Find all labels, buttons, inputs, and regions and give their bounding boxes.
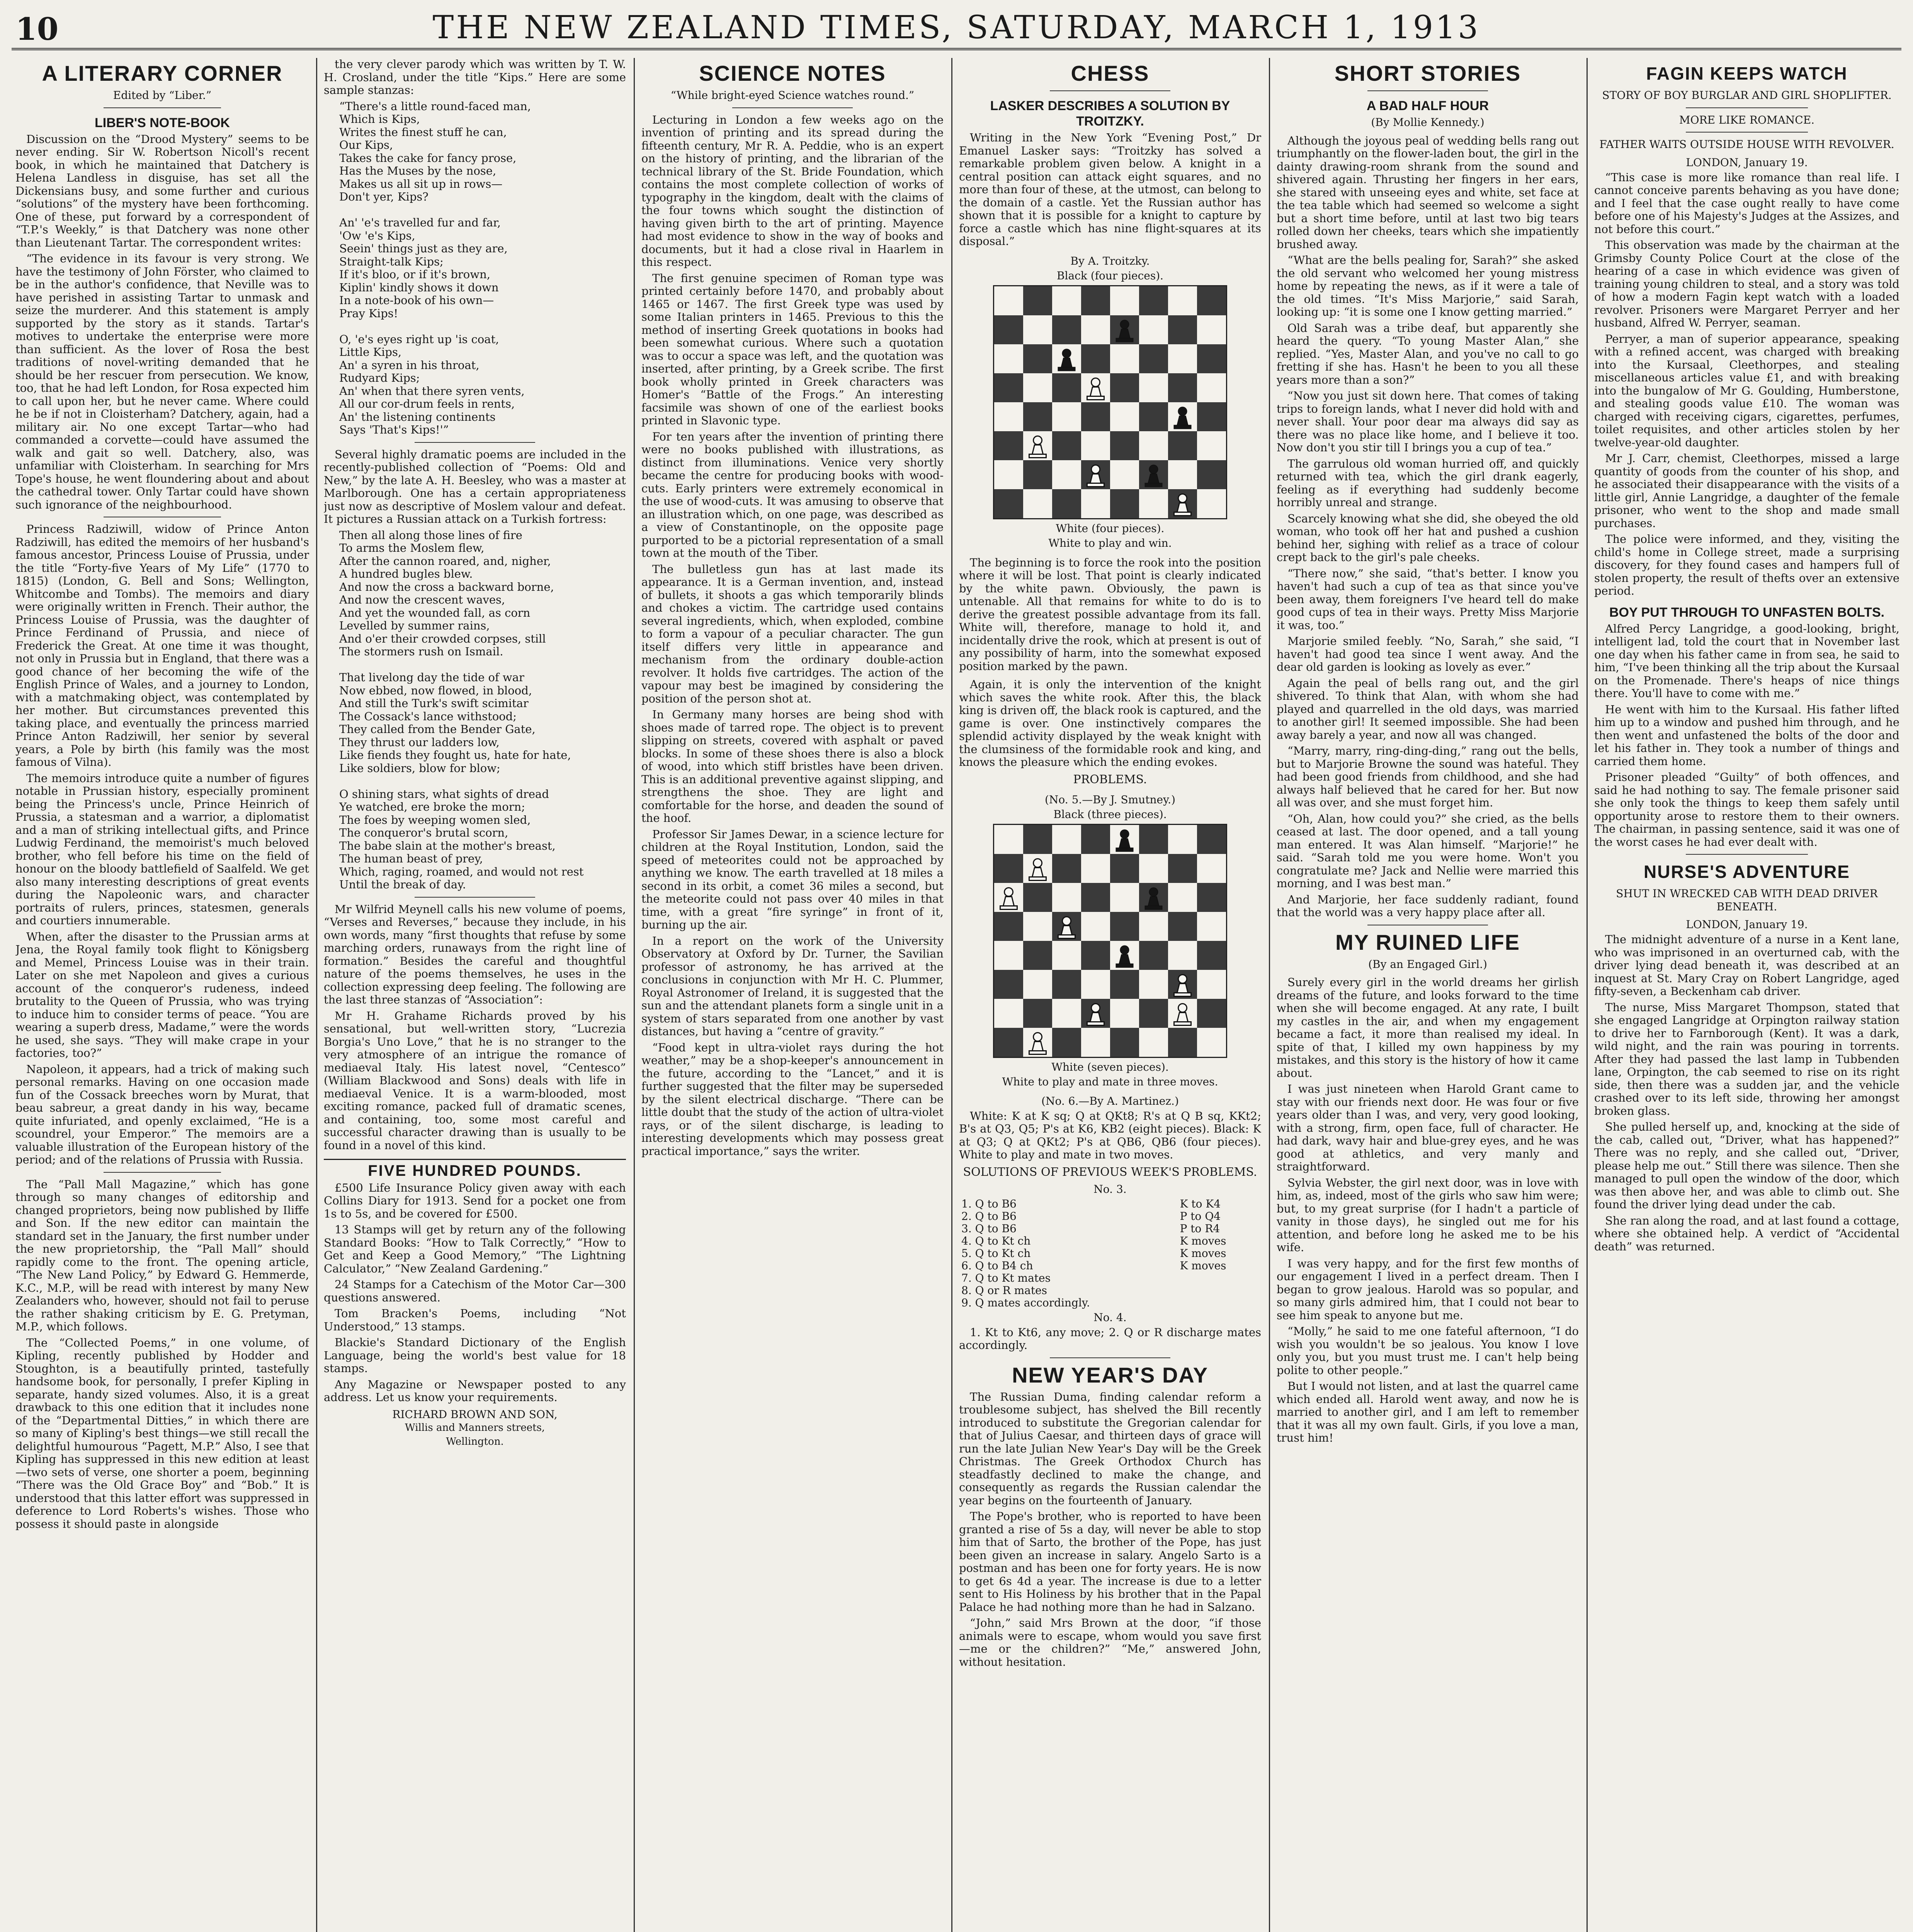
board-square [1197, 1028, 1226, 1057]
paragraph: Mr J. Carr, chemist, Cleethorpes, missed a large quantity of goods from the counter of his shop, and he associated their disappearance with the visits of a little girl, Annie Langridge, a daughter of the female prisoner, who went to the shop and made small purchases. [1594, 452, 1899, 530]
move-row [959, 1247, 1261, 1260]
board-square [1139, 402, 1168, 431]
board-square [1052, 286, 1081, 315]
advert-paragraph: Blackie's Standard Dictionary of the English Language, being the world's best value for 18 stamps. [324, 1336, 626, 1375]
paragraph: Marjorie smiled feebly. “No, Sarah,” she said, “I haven't had good tea since I went away. And the dear old garden is looking as lovely as ever.” [1277, 634, 1579, 673]
board-square [1081, 1028, 1110, 1057]
board-square [1197, 941, 1226, 970]
chess-board [993, 824, 1227, 1058]
board-square [1023, 460, 1052, 489]
column-rule [1587, 58, 1588, 1932]
board-square [1168, 941, 1197, 970]
paragraph: Again the peal of bells rang out, and the girl shivered. To think that Alan, with whom she had played and quarrelled in the old days, was married to another girl! It seemed impossible. She had been away barely a year, and now all was changed. [1277, 676, 1579, 742]
board-square [1139, 431, 1168, 460]
column-science-notes [641, 58, 944, 1932]
white-move: 9. Q mates accordingly. [961, 1296, 1090, 1309]
board-square [1110, 1028, 1139, 1057]
paragraph: The Pope's brother, who is reported to have been granted a rise of 5s a day, will never be able to stop him that of Sarto, the brother of the Pope, has just been given an increase in salary. Angelo Sarto is a postman and has been one for forty years. He is now to get 6s 4d a year. The increase is due to a letter sent to His Holiness by his brother that in the Papal Palace he had nothing more than he had in Salzano. [959, 1510, 1261, 1614]
divider [1686, 132, 1808, 133]
white-move: 2. Q to B6 [961, 1209, 1017, 1223]
paragraph: The Russian Duma, finding calendar reform a troublesome subject, has shelved the Bill recently introduced to substitute the Gregorian calendar for that of Julius Caesar, and thirteen days of grace will run the late Julian New Year's Day will be the Greek Christmas. The Greek Orthodox Church has steadfastly declined to make the change, and consequently as regards the Russian calendar the year begins on the fourteenth of January. [959, 1390, 1261, 1507]
board-square [1139, 854, 1168, 883]
board-square [1081, 941, 1110, 970]
board-square [1110, 460, 1139, 489]
white-move: 8. Q or R mates [961, 1284, 1047, 1297]
move-row [959, 1260, 1261, 1272]
byline: Edited by “Liber.” [113, 89, 212, 102]
section-title: A LITERARY CORNER [42, 61, 283, 85]
board-square [994, 489, 1023, 518]
board-square [1052, 402, 1081, 431]
board-square [1081, 315, 1110, 344]
black-move: K moves [1180, 1234, 1226, 1247]
board-square [994, 373, 1023, 402]
board-square [1168, 286, 1197, 315]
board-square [1139, 912, 1168, 941]
board-square [994, 431, 1023, 460]
paragraph: “Now you just sit down here. That comes of taking trips to foreign lands, what I never did hold with and never shall. Your poor dear ma always did say as there was no place like home, and I believe it too. Now don't you stir till I brings you a cup of tea.” [1277, 389, 1579, 454]
board-square [1052, 999, 1081, 1028]
divider [104, 107, 221, 108]
page-number: 10 [15, 11, 59, 47]
article-subtitle: SHUT IN WRECKED CAB WITH DEAD DRIVER BENEATH. [1616, 887, 1878, 913]
board-square [1139, 970, 1168, 999]
chess-problem-1 [959, 255, 1261, 549]
board-square [1168, 912, 1197, 941]
story-byline: (By Mollie Kennedy.) [1371, 116, 1484, 129]
board-square [1052, 431, 1081, 460]
paragraph: Again, it is only the intervention of the knight which saves the white rook. After this, the black king is driven off, the black rook is captured, and the game is over. One instinctively compares the splendid activity displayed by the weak knight with the clumsiness of the formidable rook and king, and knows the pleasure which the ending evokes. [959, 678, 1261, 769]
board-square [1168, 825, 1197, 854]
paragraph: And Marjorie, her face suddenly radiant, found that the world was a very happy place after all. [1277, 893, 1579, 919]
board-square [1110, 373, 1139, 402]
paragraph: “The evidence in its favour is very strong. We have the testimony of John Förster, who claimed to be in the author's confidence, that Neville was to have perished in assisting Tartar to unmask and seize the murderer. And this statement is amply supported by the story as it stands. Tartar's motives to undertake the enterprise were more than sufficient. As the lover of Rosa the best traditions of novel-writing demanded that he should be her rescuer from persecution. We know, too, that he had left London, for Rosa expected him to call upon her, but he never came. Where could he be if not in Cloisterham? Datchery, again, had a military air. No one except Tartar—who had commanded a corvette—could have assumed the walk and gait so well. Datchery, also, was unfamiliar with Cloisterham. In searching for Mrs Tope's house, he went floundering about and about the cathedral tower. Only Tartar could have shown such ignorance of the neighbourhood. [15, 252, 309, 511]
board-square [1023, 489, 1052, 518]
paragraph: Mr Wilfrid Meynell calls his new volume of poems, “Verses and Reverses,” because they include, in his own words, many “first thoughts that refuse by some marching orders, runaways from the right line of formation.” Besides the careful and thoughtful nature of the poems themselves, he uses in the collection expressing deep feeling. The following are the last three stanzas of “Association”: [324, 902, 626, 1006]
black-move: K moves [1180, 1259, 1226, 1272]
board-square [1139, 315, 1168, 344]
paragraph: Perryer, a man of superior appearance, speaking with a refined accent, was charged with breaking into the Kursaal, Cleethorpes, and stealing miscellaneous articles value £1, and with breaking into the bungalow of Mr G. Goulding, Humberstone, and stealing goods value £10. The woman was charged with receiving cigars, cigarettes, perfumes, toilet requisites, and other articles stolen by her twelve-year-old daughter. [1594, 332, 1899, 449]
white-move: 6. Q to B4 ch [961, 1259, 1033, 1272]
board-square [1052, 883, 1081, 912]
board-square [1168, 1028, 1197, 1057]
advert-address: Willis and Manners streets, [405, 1422, 545, 1434]
board-square [1052, 489, 1081, 518]
board-square [1168, 854, 1197, 883]
board-square [1197, 854, 1226, 883]
board-square [994, 286, 1023, 315]
board-square [1023, 344, 1052, 373]
paragraph: Several highly dramatic poems are included in the recently-published collection of “Poems: Old and New,” by the late A. H. Beesley, who was a master at Marlborough. One has a certain appropriateness just now as descriptive of Moslem valour and defeat. It pictures a Russian attack on a Turkish fortress: [324, 447, 626, 526]
masthead [12, 5, 1901, 50]
board-square [1197, 999, 1226, 1028]
poem-kips: “There's a little round-faced man, Which is Kips, Writes the finest stuff he can, Our Kips, Takes the cake for fancy prose, Has the Muses by the nose, Makes us all sit up in rows— Don't yer, Kips? An' 'e's travelled fur and far, 'Ow 'e's Kips, Seein' things just as they are, Straight-talk Kips; If it's bloo, or if it's brown, Kiplin' kindly shows it down In a note-book of his own— Pray Kips! O, 'e's eyes right up 'is coat, Little Kips, An' a syren in his throat, Rudyard Kips; An' when that there syren vents, All our cor-drum feels in rents, An' the listening continents Says 'That's Kips!'” [339, 99, 531, 436]
subsection-title: LIBER'S NOTE-BOOK [95, 115, 230, 130]
paragraph: Discussion on the “Drood Mystery” seems to be never ending. Sir W. Robertson Nicoll's recent book, in which he maintained that Datchery is Helena Landless in disguise, has set all the Dickensians busy, and some further and curious “solutions” of the mystery have been forthcoming. One of these, put forward by a correspondent of “T.P.'s Weekly,” is that Datchery was none other than Lieutenant Tartar. The correspondent writes: [15, 132, 309, 249]
paragraph: Sylvia Webster, the girl next door, was in love with him, as, indeed, most of the girls who saw him were; but, to my great surprise (for I hadn't a particle of vanity in those days), he singled out me for his attention, and before long he asked me to be his wife. [1277, 1176, 1579, 1254]
board-square [1168, 373, 1197, 402]
board-square [1139, 489, 1168, 518]
board-square [1197, 912, 1226, 941]
board-square [1197, 402, 1226, 431]
board-square [1197, 431, 1226, 460]
advert-paragraph: Any Magazine or Newspaper posted to any address. Let us know your requirements. [324, 1378, 626, 1404]
board-square [994, 460, 1023, 489]
board-square [1197, 883, 1226, 912]
move-row [959, 1284, 1261, 1297]
board-square [1197, 460, 1226, 489]
board-square [994, 1028, 1023, 1057]
paragraph: The midnight adventure of a nurse in a Kent lane, who was imprisoned in an overturned cab, with the driver lying dead beneath it, was described at an inquest at St. Mary Cray on Robert Langridge, aged fifty-seven, a Beckenham cab driver. [1594, 933, 1899, 998]
section-title: CHESS [1071, 61, 1150, 85]
board-square [1023, 999, 1052, 1028]
black-pieces-caption: Black (four pieces). [1056, 269, 1164, 282]
solution-number: No. 3. [1093, 1182, 1127, 1196]
divider [104, 1172, 221, 1173]
advert-paragraph: Tom Bracken's Poems, including “Not Understood,” 13 stamps. [324, 1307, 626, 1333]
board-square [1081, 854, 1110, 883]
paragraph: “Marry, marry, ring-ding-ding,” rang out the bells, but to Marjorie Browne the sound was hateful. They had been good friends from childhood, and she had always half believed that he cared for her. But now all was over, and she must forget him. [1277, 744, 1579, 809]
divider [1367, 90, 1488, 91]
board-square [1168, 344, 1197, 373]
paragraph: But I would not listen, and at last the quarrel came which ended all. Harold went away, and now he is married to another girl, and I am left to remember that it was all my own fault. Girls, if you love a man, trust him! [1277, 1379, 1579, 1444]
board-square [994, 315, 1023, 344]
paragraph: I was just nineteen when Harold Grant came to stay with our friends next door. He was four or five years older than I was, and very, very good looking, with a strong, firm, open face, full of character. He had dark, wavy hair and blue-grey eyes, and he was good at athletics, and very manly and straightforward. [1277, 1082, 1579, 1173]
paragraph: The nurse, Miss Margaret Thompson, stated that she engaged Langridge at Orpington railway station to drive her to Farnborough (Kent). It was a dark, wild night, and the rain was pouring in torrents. After they had passed the last lamp in Tubbenden lane, Orpington, the cab seemed to rise on its right side, then there was a sudden jar, and the vehicle crashed over to its left side, throwing her amongst broken glass. [1594, 1000, 1899, 1117]
board-square [1110, 431, 1139, 460]
paragraph: When, after the disaster to the Prussian arms at Jena, the Royal family took flight to Königsberg and Memel, Princess Louise was in their train. Later on she met Napoleon and gives a curious account of the conqueror's rudeness, indeed brutality to the Queen of Prussia, who was trying to induce him to consider terms of peace. “You are wearing a superb dress, Madame,” were the words he used, she says. “They will make crape in your factories, too?” [15, 930, 309, 1060]
move-row [959, 1272, 1261, 1284]
article-subtitle: FATHER WAITS OUTSIDE HOUSE WITH REVOLVER. [1599, 138, 1894, 151]
divider [1050, 90, 1171, 91]
paragraph: The “Collected Poems,” in one volume, of Kipling, recently published by Hodder and Stoughton, is a beautifully printed, tastefully handsome book, for personally, I prefer Kipling in separate, handy sized volumes. Also, it is a great drawback to this one edition that it includes none of the “Departmental Ditties,” in which there are so many of Kipling's best things—we still recall the delightful humourous “Pagett, M.P.” Also, I see that Kipling has suppressed in this new edition at least—two sets of verse, one shorter a poem, beginning “There was the Old Grace Boy” and “Bob.” It is understood that this latter effort was suppressed in deference to Lord Roberts's wishes. Those who possess it should paste in alongside [15, 1336, 309, 1531]
paragraph: the very clever parody which was written by T. W. H. Crosland, under the title “Kips.” Here are some sample stanzas: [324, 58, 626, 97]
article-subtitle: STORY OF BOY BURGLAR AND GIRL SHOPLIFTER. [1602, 89, 1892, 102]
board-square [1110, 344, 1139, 373]
black-move: P to R4 [1180, 1222, 1220, 1235]
white-move: 3. Q to B6 [961, 1222, 1017, 1235]
board-square [1023, 286, 1052, 315]
paragraph: The garrulous old woman hurried off, and quickly returned with tea, which the girl drank eagerly, feeling as if everything had suddenly become horribly unreal and strange. [1277, 457, 1579, 509]
board-square [1168, 460, 1197, 489]
advert-city: Wellington. [446, 1435, 504, 1447]
board-square [1052, 854, 1081, 883]
board-square [1110, 854, 1139, 883]
board-square [1081, 431, 1110, 460]
board-square [1081, 344, 1110, 373]
board-square [1110, 489, 1139, 518]
advertisement [324, 1159, 626, 1448]
dateline: LONDON, January 19. [1686, 918, 1808, 931]
board-square [994, 825, 1023, 854]
column-rule [1269, 58, 1270, 1932]
divider [1686, 107, 1808, 108]
column-rule [316, 58, 317, 1932]
black-move [1178, 1297, 1261, 1309]
paragraph: “Food kept in ultra-violet rays during the hot weather,” may be a shop-keeper's announcement in the future, according to the “Lancet,” and it is further suggested that the filter may be superseded by the silent electrical discharge. “There can be little doubt that the study of the action of ultra-violet rays, or of the silent discharge, is leading to interesting developments which may possess great practical importance,” says the writer. [641, 1041, 944, 1158]
board-square [1197, 373, 1226, 402]
paragraph: Surely every girl in the world dreams her girlish dreams of the future, and looks forward to the time when she will become engaged. At any rate, I built my castles in the air, and when my engagement became a fact, it more than realised my ideal. In spite of that, I killed my own happiness by my mistakes, and this story is the history of how it came about. [1277, 976, 1579, 1080]
divider [415, 897, 536, 898]
advert-signature: RICHARD BROWN AND SON, [392, 1408, 558, 1421]
advert-paragraph: £500 Life Insurance Policy given away with each Collins Diary for 1913. Send for a pocket one from 1s to 5s, and be covered for £500. [324, 1181, 626, 1220]
board-square [994, 912, 1023, 941]
paragraph: Professor Sir James Dewar, in a science lecture for children at the Royal Institution, London, said the speed of meteorites could not be approached by anything we know. The earth travelled at 18 miles a second in its orbit, a comet 36 miles a second, but the meteorite could not pass over 40 miles in that time, with a great “fire syringe” in front of it, burning up the air. [641, 827, 944, 931]
board-square [1052, 460, 1081, 489]
paragraph: The bulletless gun has at last made its appearance. It is a German invention, and, instead of bullets, it shoots a gas which temporarily blinds and chokes a victim. The cartridge used contains several ingredients, which, when exploded, combine to form a vapour of a peculiar character. The gun itself differs very little in appearance and mechanism from the ordinary double-action revolver. It holds five cartridges. The action of the vapour may best be imagined by considering the position of the person shot at. [641, 562, 944, 705]
paragraph: Old Sarah was a tribe deaf, but apparently she heard the query. “To young Master Alan,” she replied. “Yes, Master Alan, and you've no call to go fretting if she has. Hasn't he been to you all these years more than a son?” [1277, 321, 1579, 386]
black-move: K to K4 [1180, 1197, 1221, 1210]
board-square [1110, 970, 1139, 999]
paragraph: “John,” said Mrs Brown at the door, “if those animals were to escape, whom would you save first—me or the children?” “Me,” answered John, without hesitation. [959, 1616, 1261, 1668]
board-square [994, 854, 1023, 883]
board-square [1052, 941, 1081, 970]
board-square [1197, 825, 1226, 854]
paragraph: “There now,” she said, “that's better. I know you haven't had such a cup of tea as that since you've been away, them foreigners I've heard tell do make good cups of tea in their ways. Pretty Miss Marjorie it was, too.” [1277, 566, 1579, 632]
board-square [1052, 1028, 1081, 1057]
column-news [1594, 58, 1899, 1932]
board-square [1081, 402, 1110, 431]
divider [1050, 1357, 1171, 1358]
article-title: FAGIN KEEPS WATCH [1646, 63, 1848, 83]
paragraph: In a report on the work of the University Observatory at Oxford by Dr. Turner, the Savilian professor of astronomy, he has arrived at the conclusions in conjunction with Mr H. C. Plummer, Royal Astronomer of Ireland, it is suggested that the sun and the attendant planets form a single unit in a system of stars separated from one another by vast distances, but having a “centre of gravity.” [641, 934, 944, 1038]
move-row [959, 1210, 1261, 1223]
problem-notation: White: K at K sq; Q at QKt8; R's at Q B sq, KKt2; B's at Q3, Q5; P's at K6, KB2 (eight pieces). Black: K at Q3; Q at QKt2; P's at QB6, QB6 (four pieces). White to play and mate in two moves. [959, 1109, 1261, 1161]
paragraph: Scarcely knowing what she did, she obeyed the old woman, who took off her hat and pushed a cushion behind her, sighing with relief as a trace of colour crept back to the girl's pale cheeks. [1277, 512, 1579, 564]
problem-author: (No. 6.—By A. Martinez.) [1041, 1094, 1179, 1107]
advert-paragraph: 24 Stamps for a Catechism of the Motor Car—300 questions answered. [324, 1278, 626, 1304]
section-title: NEW YEAR'S DAY [1012, 1362, 1209, 1387]
board-square [1023, 315, 1052, 344]
newspaper-title: THE NEW ZEALAND TIMES, SATURDAY, MARCH 1, 1913 [432, 9, 1481, 46]
divider [1686, 854, 1808, 855]
black-move [1178, 1284, 1261, 1297]
paragraph: Alfred Percy Langridge, a good-looking, bright, intelligent lad, told the court that in November last one day when his father came in from sea, he said to him, “I've been thinking all the trip about the Kursaal on the Promenade. There's heaps of nice things there. You'll have to come with me.” [1594, 622, 1899, 700]
problem-author: By A. Troitzky. [1070, 254, 1150, 267]
solution-list [959, 1198, 1261, 1309]
subsection-title: LASKER DESCRIBES A SOLUTION BY TROITZKY. [990, 99, 1230, 129]
paragraph: Napoleon, it appears, had a trick of making such personal remarks. Having on one occasion made fun of the Cossack breeches worn by Murat, that beau sabreur, a great dandy in his way, became quite infuriated, and openly exclaimed, “He is a scoundrel, your Emperor.” The memoirs are a valuable illustration of the European history of the period; and of the relations of Prussia with Russia. [15, 1062, 309, 1166]
paragraph: “What are the bells pealing for, Sarah?” she asked the old servant who welcomed her young mistress home by repeating the news, as if it were a tale of the old times. “It's Miss Marjorie,” said Sarah, looking up: “it is some one I know getting married.” [1277, 253, 1579, 318]
board-square [1052, 373, 1081, 402]
move-row [959, 1235, 1261, 1247]
white-pieces-caption: White (seven pieces). [1051, 1060, 1169, 1073]
white-pieces-caption: White (four pieces). [1056, 522, 1165, 535]
paragraph: For ten years after the invention of printing there were no books published with illustrations, as distinct from illuminations. Venice very shortly became the centre for producing books with wood-cuts. Early printers were extremely economical in the use of wood-cuts. It was amusing to observe that an illustration which, on one page, was described as a view of Constantinople, on the opposite page purported to be a pictorial representation of a small town at the mouth of the Tiber. [641, 430, 944, 560]
board-square [1139, 373, 1168, 402]
board-square [1081, 825, 1110, 854]
paragraph: Writing in the New York “Evening Post,” Dr Emanuel Lasker says: “Troitzky has solved a remarkable problem given below. A knight in a central position can attack eight squares, and no more than four of these, at the utmost, can belong to the domain of a castle. Yet the Russian author has shown that it is possible for a knight to capture by force a castle which has nine flight-squares at its disposal.” [959, 131, 1261, 248]
paragraph: Mr H. Grahame Richards proved by his sensational, but well-written story, “Lucrezia Borgia's Uno Love,” that he is no stranger to the very atmosphere of an intrigue the romance of mediaeval Italy. His latest novel, “Centesco” (William Blackwood and Sons) deals with life in mediaeval Venice. It is a warm-blooded, most exciting romance, packed full of dramatic scenes, and containing, too, some most careful and successful character drawing than is usually to be found in a novel of this kind. [324, 1009, 626, 1152]
white-move: 5. Q to Kt ch [961, 1247, 1031, 1260]
board-square [994, 402, 1023, 431]
board-square [994, 941, 1023, 970]
paragraph: She pulled herself up, and, knocking at the side of the cab, called out, “Driver, what has happened?” There was no reply, and she called out, “Driver, please help me out.” Still there was silence. Then she managed to pull open the window of the door, which was then above her, and was able to climb out. She found the driver lying dead under the cab. [1594, 1120, 1899, 1211]
dateline: LONDON, January 19. [1686, 156, 1808, 169]
white-move: 1. Q to B6 [961, 1197, 1017, 1210]
board-square [994, 999, 1023, 1028]
board-square [1168, 315, 1197, 344]
board-square [1139, 941, 1168, 970]
board-square [1110, 286, 1139, 315]
board-square [1197, 489, 1226, 518]
board-square [1110, 999, 1139, 1028]
board-square [1197, 970, 1226, 999]
board-square [1110, 912, 1139, 941]
move-row [959, 1198, 1261, 1210]
board-square [1081, 970, 1110, 999]
column-rule [951, 58, 952, 1932]
board-square [1081, 489, 1110, 518]
board-square [1197, 315, 1226, 344]
board-square [1023, 373, 1052, 402]
board-square [1081, 286, 1110, 315]
board-square [1168, 883, 1197, 912]
board-square [1081, 883, 1110, 912]
black-pieces-caption: Black (three pieces). [1053, 808, 1167, 821]
board-square [1023, 912, 1052, 941]
black-move: K moves [1180, 1247, 1226, 1260]
solutions-heading: SOLUTIONS OF PREVIOUS WEEK'S PROBLEMS. [963, 1165, 1257, 1179]
divider [732, 107, 853, 108]
problem-author: (No. 5.—By J. Smutney.) [1045, 793, 1175, 806]
paragraph: The beginning is to force the rook into the position where it will be lost. That point is clearly indicated by the white pawn. Obviously, the pawn is untenable. All that remains for white to do is to derive the greatest possible advantage from its fall. White will, therefore, manage to hold it, and incidentally drive the rook, which at present is out of any possibility of harm, into the somewhat exposed position marked by the pawn. [959, 556, 1261, 673]
board-square [1081, 912, 1110, 941]
poem-ismail: Then all along those lines of fire To arms the Moslem flew, After the cannon roared, and, nigher, A hundred bugles blew. And now the cross a backward borne, And now the crescent waves, And yet the wounded fall, as corn Levelled by summer rains, And o'er their crowded corpses, still The stormers rush on Ismail. That livelong day the tide of war Now ebbed, now flowed, in blood, And still the Turk's swift scimitar The Cossack's lance withstood; They called from the Bender Gate, They thrust our ladders low, Like fiends they fought us, hate for hate, Like soldiers, blow for blow; O shining stars, what sights of dread Ye watched, ere broke the morn; The foes by weeping women sled, The conqueror's brutal scorn, The babe slain at the mother's breast, The human beast of prey, Which, raging, roamed, and would not rest Until the break of day. [339, 528, 584, 891]
divider [415, 442, 536, 443]
white-move: 4. Q to Kt ch [961, 1234, 1031, 1247]
paragraph: He went with him to the Kursaal. His father lifted him up to a window and pushed him through, and he then went and unfastened the bolts of the door and let his father in. They took a number of things and carried them home. [1594, 702, 1899, 768]
black-move [1178, 1272, 1261, 1284]
column-literary-continued [324, 58, 626, 1932]
paragraph: I was very happy, and for the first few months of our engagement I lived in a perfect dream. Then I began to grow jealous. Harold was so popular, and so many girls admired him, that I could not bear to see him speak to anyone but me. [1277, 1257, 1579, 1322]
board-square [1110, 402, 1139, 431]
board-square [1197, 344, 1226, 373]
paragraph: In Germany many horses are being shod with shoes made of tarred rope. The object is to prevent slipping on streets, covered with asphalt or paved blocks. In some of these shoes there is also a block of wood, into which stiff bristles have been driven. This is an additional preventive against slipping, and strengthens the shoe. They are light and comfortable for the horse, and deaden the sound of the hoof. [641, 708, 944, 825]
board-square [1139, 999, 1168, 1028]
board-square [1023, 402, 1052, 431]
board-square [1197, 286, 1226, 315]
column-literary-corner [15, 58, 309, 1932]
advert-paragraph: 13 Stamps will get by return any of the following Standard Books: “How to Talk Correctly,” “How to Get and Keep a Good Memory,” “The Lightning Calculator,” “New Zealand Gardening.” [324, 1223, 626, 1275]
paragraph: The “Pall Mall Magazine,” which has gone through so many changes of editorship and changed proprietors, being now published by Iliffe and Son. If the new editor can maintain the standard set in the January, the first number under the new proprietorship, the “Pall Mall” should rapidly come to the front. The opening article, “The New Land Policy,” by Edward G. Hemmerde, K.C., M.P., will be read with interest by many New Zealanders who, however, should not fail to peruse the rather shaking criticism by E. G. Pretyman, M.P., which follows. [15, 1177, 309, 1333]
story-byline: (By an Engaged Girl.) [1368, 957, 1487, 971]
paragraph: Prisoner pleaded “Guilty” of both offences, and said he had nothing to say. The female prisoner said she only took the things to keep them safely until opportunity arose to restore them to their owners. The chairman, in passing sentence, said it was one of the worst cases he had ever dealt with. [1594, 770, 1899, 849]
section-title: SHORT STORIES [1334, 61, 1521, 85]
paragraph: The memoirs introduce quite a number of figures notable in Prussian history, especially prominent being the Princess's uncle, Prince Heinrich of Prussia, a statesman and a warrior, a diplomatist and a man of striking intellectual gifts, and Prince Ludwig Ferdinand, the memoirist's much beloved brother, who fell before his time on the field of honour on the bloody battlefield of Saalfeld. We get also many interesting descriptions of great events during the Napoleonic wars, and character portraits of rulers, princes, statesmen, generals and courtiers innumerable. [15, 771, 309, 927]
board-square [1052, 970, 1081, 999]
white-move: 7. Q to Kt mates [961, 1271, 1051, 1284]
problems-heading: PROBLEMS. [1073, 772, 1147, 786]
board-square [1023, 825, 1052, 854]
move-row [959, 1297, 1261, 1309]
article-subheading: BOY PUT THROUGH TO UNFASTEN BOLTS. [1609, 605, 1885, 620]
chess-problem-2 [959, 794, 1261, 1088]
problem-task: White to play and win. [1048, 536, 1172, 549]
solution-number: No. 4. [1093, 1311, 1127, 1324]
story-title: A BAD HALF HOUR [1366, 99, 1489, 113]
board-square [1052, 315, 1081, 344]
board-square [1052, 825, 1081, 854]
paragraph: The police were informed, and they, visiting the child's home in College street, made a surprising discovery, for they found cases and hampers full of stolen property, the result of thefts over an extensive period. [1594, 532, 1899, 597]
column-rule [634, 58, 635, 1932]
advert-title: FIVE HUNDRED POUNDS. [368, 1162, 582, 1179]
section-motto: “While bright-eyed Science watches round.” [670, 89, 915, 102]
chess-board [993, 285, 1227, 519]
problem-task: White to play and mate in three moves. [1002, 1075, 1218, 1088]
paragraph: The first genuine specimen of Roman type was printed certainly before 1470, and probably about 1465 or 1467. The first Greek type was used by some Italian printers in 1465. Previous to this the method of inserting Greek quotations in books had been somewhat curious. Where such a quotation was to occur a space was left, and the quotation was inserted, after printing, by a Greek scribe. The first book wholly printed in Greek characters was Homer's “Battle of the Frogs.” An interesting facsimile was shown of one of the earliest books printed in Slavonic type. [641, 271, 944, 427]
paragraph: “This case is more like romance than real life. I cannot conceive parents behaving as you have done; and I feel that the case ought really to have come before one of his Majesty's Judges at the Assizes, and not before this court.” [1594, 170, 1899, 236]
paragraph: “Molly,” he said to me one fateful afternoon, “I do wish you wouldn't be so jealous. You know I love only you, but you must trust me. I can't help being polite to other people.” [1277, 1325, 1579, 1377]
paragraph: Princess Radziwill, widow of Prince Anton Radziwill, has edited the memoirs of her husband's famous ancestor, Princess Louise of Prussia, under the title “Forty-five Years of My Life” (1770 to 1815) (London, G. Bell and Sons; Wellington, Whitcombe and Tombs). The memoirs and diary were originally written in French. Their author, the Princess Louise of Prussia, was the daughter of Prince Ferdinand of Prussia, and niece of Frederick the Great. At one time it was thought, not only in Prussia but in England, that there was a good chance of her becoming the wife of the English Prince of Wales, and a journey to London, with a matchmaking object, was contemplated by her mother. But circumstances prevented this taking place, and eventually the princess married Prince Anton Radziwill, her senior by several years, a Pole by birth (his family was the most famous of Vilna). [15, 522, 309, 769]
article-title: NURSE'S ADVENTURE [1644, 862, 1850, 882]
paragraph: Lecturing in London a few weeks ago on the invention of printing and its spread during the fifteenth century, Mr R. A. Peddie, who is an expert on the history of printing, and the librarian of the technical library of the St. Bride Foundation, which contains the most complete collection of works of typography in the kingdom, dealt with the claims of the four towns which sought the distinction of having given birth to the art of printing. Mayence had most evidence to show in the way of books and documents, but it had a close rival in Haarlem in this respect. [641, 113, 944, 269]
board-square [1139, 825, 1168, 854]
board-square [1023, 941, 1052, 970]
paragraph: This observation was made by the chairman at the Grimsby County Police Court at the close of the hearing of a case in which evidence was given of training young children to steal, and a story was told of how a modern Fagin kept watch with a loaded revolver. Prisoners were Margaret Perryer and her husband, Alfred W. Perryer, seaman. [1594, 238, 1899, 329]
paragraph: “Oh, Alan, how could you?” she cried, as the bells ceased at last. The door opened, and a tall young man entered. It was Alan himself. “Marjorie!” he said. “Sarah told me you were home. Won't you congratulate me? Jack and Nellie were married this morning, and I was best man.” [1277, 812, 1579, 890]
board-square [994, 344, 1023, 373]
board-square [1168, 431, 1197, 460]
board-square [1110, 883, 1139, 912]
board-square [994, 970, 1023, 999]
board-square [1023, 883, 1052, 912]
article-subtitle: MORE LIKE ROMANCE. [1679, 113, 1815, 126]
story-title: MY RUINED LIFE [1335, 930, 1520, 954]
board-square [1139, 1028, 1168, 1057]
board-square [1139, 286, 1168, 315]
move-row [959, 1223, 1261, 1235]
section-title: SCIENCE NOTES [699, 61, 886, 85]
board-square [1139, 344, 1168, 373]
paragraph: Although the joyous peal of wedding bells rang out triumphantly on the flower-laden bout, the girl in the dainty drawing-room shrank from the sound and shivered again. Thrusting her fingers in her ears, she stared with unseeing eyes and white, set face at the tea table which had seemed so welcome a sight but a short time before, until at last two big tears rolled down her cheeks, tears which she impatiently brushed away. [1277, 134, 1579, 251]
column-chess [959, 58, 1261, 1932]
black-move: P to Q4 [1180, 1209, 1221, 1223]
solution-text: 1. Kt to Kt6, any move; 2. Q or R discharge mates accordingly. [959, 1325, 1261, 1352]
board-square [1023, 970, 1052, 999]
paragraph: She ran along the road, and at last found a cottage, where she obtained help. A verdict of “Accidental death” was returned. [1594, 1214, 1899, 1253]
column-short-stories [1277, 58, 1579, 1932]
